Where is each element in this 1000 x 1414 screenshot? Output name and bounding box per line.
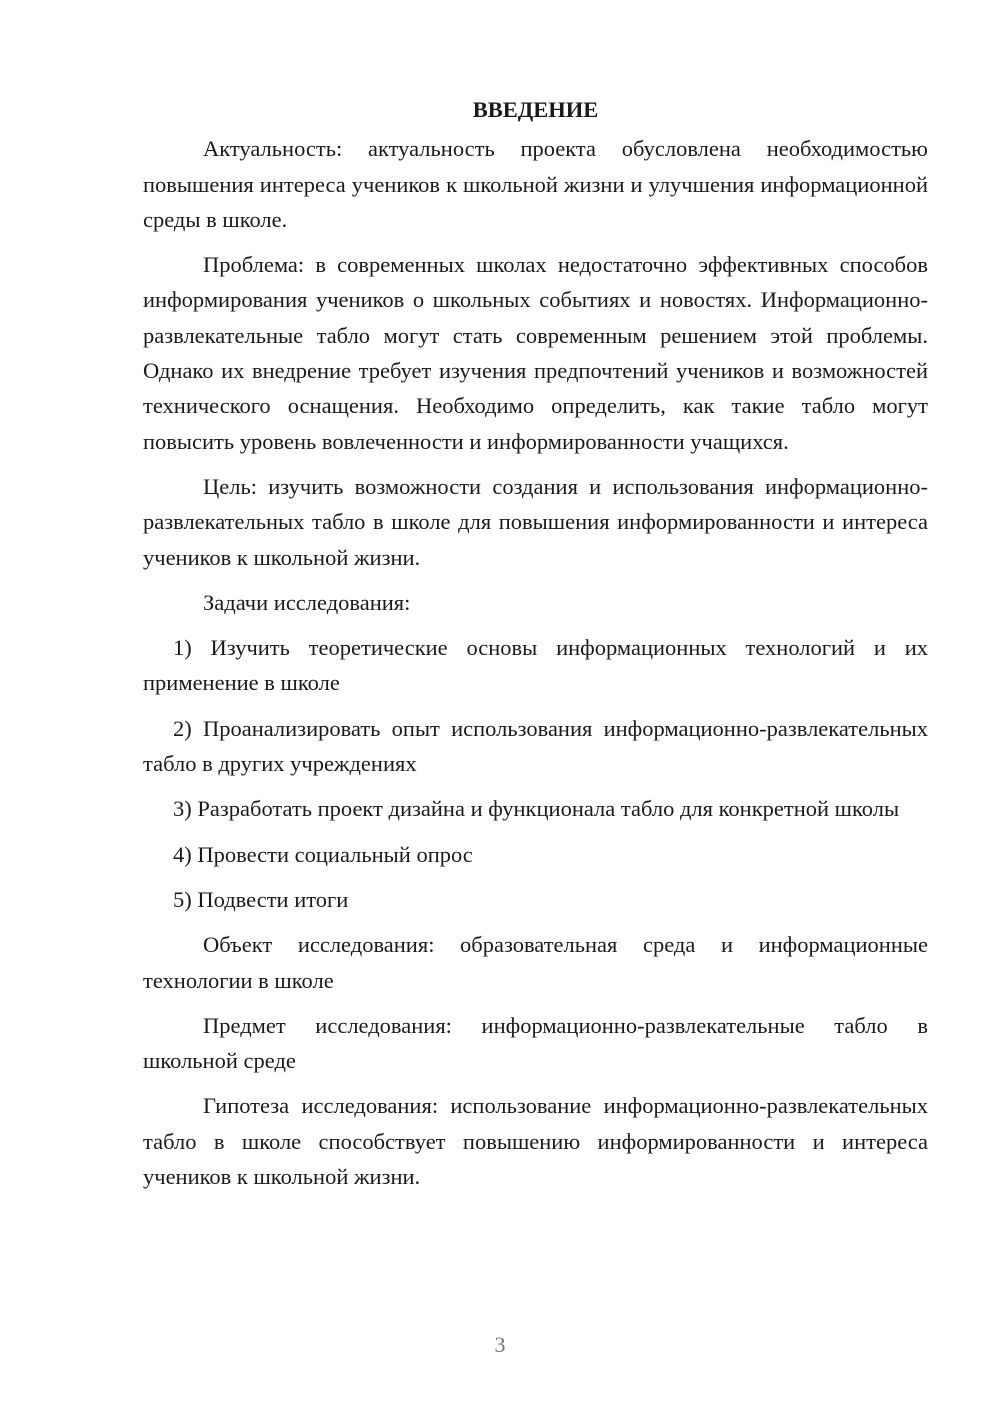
problem-paragraph: Проблема: в современных школах недостаточно эффективных способов информирования учеников о школьных событиях и новостях. Информационно-развлекательные табло могут стать современным решением этой проблемы. Однако их внедрение требует изучения предпочтений учеников и возможностей технического оснащения. Необходимо определить, как такие табло могут повысить уровень вовлеченности и информированности учащихся. [143, 252, 928, 454]
relevance-paragraph: Актуальность: актуальность проекта обусловлена необходимостью повышения интереса учеников к школьной жизни и улучшения информационной среды в школе. [143, 136, 928, 232]
task-item: 3) Разработать проект дизайна и функционала табло для конкретной школы [173, 796, 900, 822]
document-page [143, 92, 928, 1204]
hypothesis-paragraph: Гипотеза исследования: использование информационно-развлекательных табло в школе способствует повышению информированности и интереса учеников к школьной жизни. [143, 1093, 928, 1190]
page-number: 3 [494, 1332, 506, 1357]
goal-paragraph: Цель: изучить возможности создания и использования информационно-развлекательных табло в школе для повышения информированности и интереса учеников к школьной жизни. [143, 473, 928, 570]
task-item: 1) Изучить теоретические основы информационных технологий и их применение в школе [143, 635, 928, 696]
object-paragraph: Объект исследования: образовательная среда и информационные технологии в школе [143, 932, 928, 993]
tasks-heading: Задачи исследования: [203, 589, 411, 615]
task-item: 5) Подвести итоги [173, 886, 349, 912]
task-item: 4) Провести социальный опрос [173, 841, 473, 867]
task-item: 2) Проанализировать опыт использования информационно-развлекательных табло в других учреждениях [143, 715, 928, 777]
section-title: ВВЕДЕНИЕ [472, 97, 599, 122]
subject-paragraph: Предмет исследования: информационно-развлекательные табло в школьной среде [143, 1012, 928, 1074]
